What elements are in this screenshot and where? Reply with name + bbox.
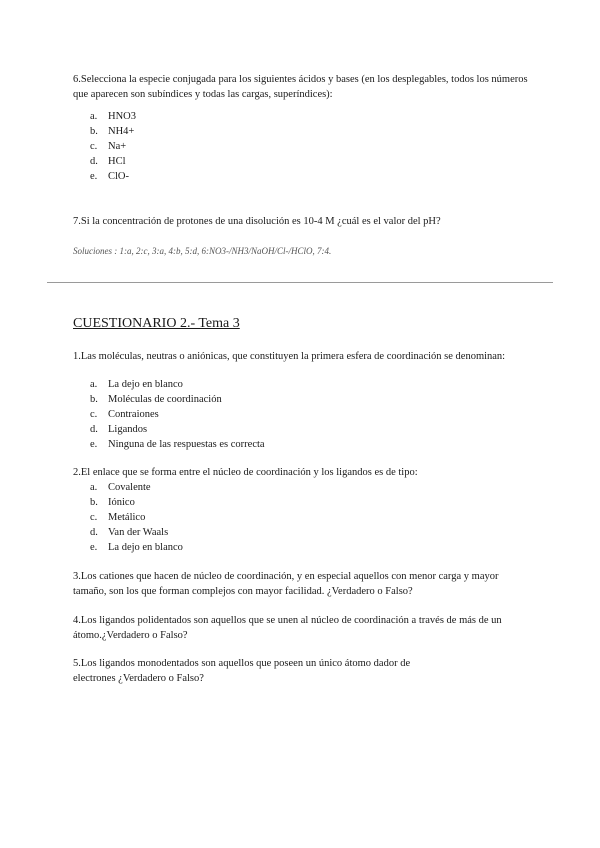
question-2-text: 2.El enlace que se forma entre el núcleo de coordinación y los ligandos es de tipo: [73, 467, 418, 478]
question-1-text: 1.Las moléculas, neutras o aniónicas, que constituyen la primera esfera de coordinación se denominan: [73, 351, 506, 362]
option-item: e. ClO- [90, 171, 129, 182]
option-item: a. La dejo en blanco [90, 379, 183, 390]
solutions-text: Soluciones : 1:a, 2:c, 3:a, 4:b, 5:d, 6:NO3-/NH3/NaOH/Cl-/HClO, 7:4. [73, 246, 332, 256]
question-6-options [90, 109, 136, 184]
option-item: c. Metálico [90, 512, 146, 523]
option-item: d. Ligandos [90, 424, 148, 435]
question-5-text [73, 656, 533, 686]
option-item: e. Ninguna de las respuestas es correcta [90, 439, 265, 450]
option-item: a. Covalente [90, 482, 151, 493]
option-item: b. Iónico [90, 497, 135, 508]
option-item: b. NH4+ [90, 126, 135, 137]
option-item: c. Na+ [90, 141, 127, 152]
option-item: d. Van der Waals [90, 527, 169, 538]
question-2-options [90, 480, 183, 555]
question-7-text: 7.Si la concentración de protones de una disolución es 10-4 M ¿cuál es el valor del pH? [73, 216, 441, 227]
question-6-text: 6.Selecciona la especie conjugada para los siguientes ácidos y bases (en los desplegables, todos los números que aparecen son subíndices y todas las cargas, superíndices): [73, 74, 528, 100]
question-1-options [90, 377, 265, 452]
question-4-text: 4.Los ligandos polidentados son aquellos que se unen al núcleo de coordinación a través de más de un átomo.¿Verdadero o Falso? [73, 615, 502, 641]
option-item: d. HCl [90, 156, 126, 167]
question-3-text: 3.Los cationes que hacen de núcleo de coordinación, y en especial aquellos con menor carga y mayor tamaño, son los que forman complejos con mayor facilidad. ¿Verdadero o Falso? [73, 571, 499, 597]
option-item: a. HNO3 [90, 111, 136, 122]
question-5-line-2: electrones ¿Verdadero o Falso? [73, 673, 204, 684]
section-title: CUESTIONARIO 2.- Tema 3 [73, 316, 240, 331]
option-item: b. Moléculas de coordinación [90, 394, 222, 405]
option-item: e. La dejo en blanco [90, 542, 183, 553]
option-item: c. Contraiones [90, 409, 159, 420]
question-5-line-1: 5.Los ligandos monodentados son aquellos que poseen un único átomo dador de [73, 658, 411, 669]
section-divider [47, 282, 553, 283]
